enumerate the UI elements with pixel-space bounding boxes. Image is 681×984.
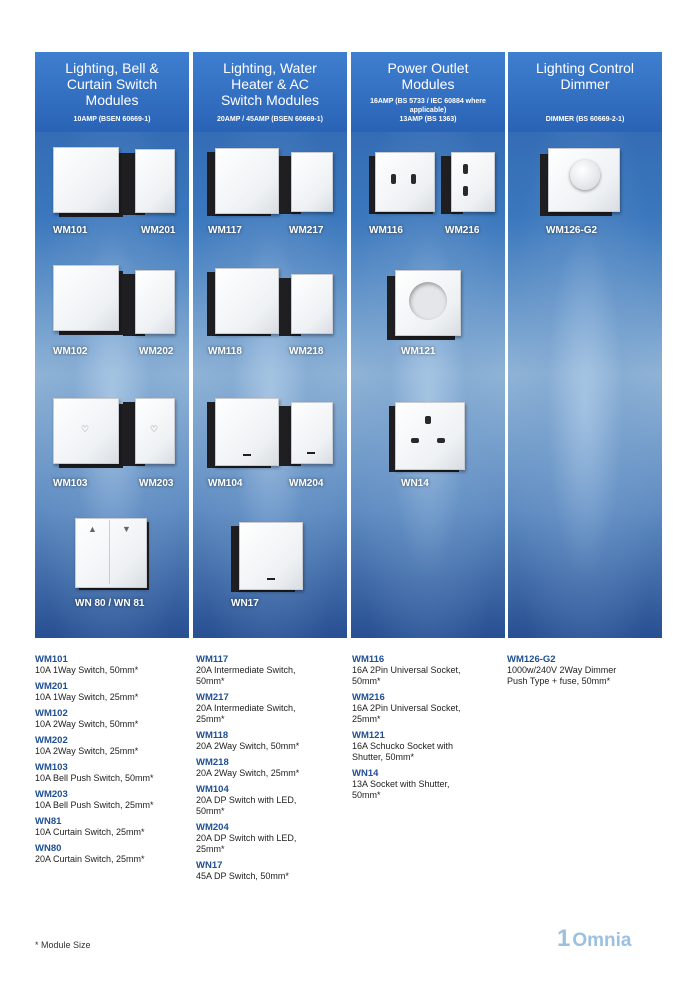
- module-label: WM204: [289, 478, 324, 489]
- socket-pin-hole: [411, 174, 416, 184]
- list-item: [35, 654, 190, 676]
- product-description: 20A DP Switch with LED, 25mm*: [196, 833, 297, 854]
- module-label: WN 80 / WN 81: [75, 598, 145, 609]
- product-code: WM116: [352, 654, 385, 665]
- list-item: [352, 654, 504, 687]
- product-description: 10A 1Way Switch, 25mm*: [35, 692, 139, 702]
- socket-pin-hole: [437, 438, 445, 443]
- column-header: [351, 52, 505, 132]
- product-code: WM117: [196, 654, 229, 665]
- product-description: 16A Schucko Socket with Shutter, 50mm*: [352, 741, 454, 762]
- list-item: [35, 762, 190, 784]
- list-item: [196, 692, 348, 725]
- page-brand: [557, 925, 631, 953]
- product-description: 10A Bell Push Switch, 25mm*: [35, 800, 154, 810]
- list-item: [196, 860, 348, 882]
- product-description: 10A 1Way Switch, 50mm*: [35, 665, 139, 675]
- bell-icon: ♡: [150, 424, 159, 434]
- list-item: [352, 768, 504, 801]
- product-description: 20A 2Way Switch, 50mm*: [196, 741, 300, 751]
- curtain-down-icon: ▼: [122, 524, 131, 534]
- column-title: Power Outlet Modules: [387, 60, 469, 92]
- product-code: WM203: [35, 789, 68, 800]
- descriptions-column-4: [507, 654, 662, 692]
- column-lighting-water-heater-ac: [193, 52, 347, 638]
- column-title: Lighting Control Dimmer: [535, 60, 635, 92]
- product-code: WM217: [196, 692, 229, 703]
- column-lighting-bell-curtain: [35, 52, 189, 638]
- product-code: WM216: [352, 692, 385, 703]
- product-code: WN80: [35, 843, 62, 854]
- product-code: WM102: [35, 708, 68, 719]
- product-description: 1000w/240V 2Way Dimmer Push Type + fuse, 50mm*: [507, 665, 617, 686]
- module-label: WM118: [208, 346, 242, 357]
- led-indicator: [307, 452, 315, 454]
- product-code: WN17: [196, 860, 223, 871]
- socket-pin-hole: [411, 438, 419, 443]
- module-label: WN17: [231, 598, 259, 609]
- product-code: WM202: [35, 735, 68, 746]
- product-code: WM103: [35, 762, 68, 773]
- column-header: [35, 52, 189, 132]
- module-label: WM218: [289, 346, 324, 357]
- module-label: WM203: [139, 478, 174, 489]
- led-indicator: [267, 578, 275, 580]
- list-item: [196, 730, 348, 752]
- product-description: 20A DP Switch with LED, 50mm*: [196, 795, 297, 816]
- page-number: 1: [557, 925, 571, 952]
- list-item: [35, 735, 190, 757]
- product-description: 10A 2Way Switch, 50mm*: [35, 719, 139, 729]
- list-item: [196, 784, 348, 817]
- schuko-socket-recess: [409, 282, 447, 320]
- product-description: 10A Curtain Switch, 25mm*: [35, 827, 145, 837]
- module-label: WM126-G2: [546, 225, 598, 236]
- product-description: 20A 2Way Switch, 25mm*: [196, 768, 300, 778]
- list-item: [35, 708, 190, 730]
- column-title: Lighting, Water Heater & AC Switch Modules: [220, 60, 320, 108]
- descriptions-column-1: [35, 654, 190, 870]
- dimmer-knob: [570, 160, 600, 190]
- list-item: [35, 843, 190, 865]
- bell-icon: ♡: [81, 424, 90, 434]
- list-item: [352, 730, 504, 763]
- column-rating: DIMMER (BS 60669-2-1): [545, 116, 625, 123]
- product-code: WM218: [196, 757, 229, 768]
- product-description: 20A Intermediate Switch, 50mm*: [196, 665, 296, 686]
- product-code: WM201: [35, 681, 68, 692]
- product-code: WM126-G2: [507, 654, 556, 665]
- brand-name: Omnia: [572, 930, 632, 951]
- socket-pin-hole: [463, 164, 468, 174]
- module-label: WM117: [208, 225, 242, 236]
- column-rating: 20AMP / 45AMP (BSEN 60669-1): [217, 116, 323, 123]
- module-label: WM101: [53, 225, 88, 236]
- product-code: WM101: [35, 654, 68, 665]
- module-label: WM201: [141, 225, 176, 236]
- descriptions-column-3: [352, 654, 504, 806]
- module-label: WM202: [139, 346, 174, 357]
- product-description: 20A Intermediate Switch, 25mm*: [196, 703, 296, 724]
- product-description: 13A Socket with Shutter, 50mm*: [352, 779, 450, 800]
- curtain-up-icon: ▲: [88, 524, 97, 534]
- column-rating: 16AMP (BS 5733 / IEC 60884 where applicable) 13AMP (BS 1363): [370, 98, 486, 123]
- descriptions-column-2: [196, 654, 348, 887]
- module-size-footnote: * Module Size: [35, 940, 91, 950]
- product-description: 10A Bell Push Switch, 50mm*: [35, 773, 154, 783]
- product-code: WN81: [35, 816, 62, 827]
- product-description: 16A 2Pin Universal Socket, 25mm*: [352, 703, 461, 724]
- module-label: WM104: [208, 478, 243, 489]
- list-item: [35, 816, 190, 838]
- column-header: [193, 52, 347, 132]
- column-lighting-control-dimmer: [508, 52, 662, 638]
- module-label: WM103: [53, 478, 88, 489]
- module-label: WN14: [401, 478, 429, 489]
- product-code: WN14: [352, 768, 379, 779]
- led-indicator: [243, 454, 251, 456]
- column-title: Lighting, Bell & Curtain Switch Modules: [65, 60, 159, 108]
- list-item: [35, 789, 190, 811]
- list-item: [196, 757, 348, 779]
- socket-pin-hole: [463, 186, 468, 196]
- list-item: [196, 654, 348, 687]
- module-label: WM217: [289, 225, 324, 236]
- column-power-outlet: [351, 52, 505, 638]
- list-item: [507, 654, 662, 687]
- column-header: [508, 52, 662, 132]
- list-item: [352, 692, 504, 725]
- product-description: 45A DP Switch, 50mm*: [196, 871, 289, 881]
- module-label: WM116: [369, 225, 403, 236]
- product-code: WM204: [196, 822, 229, 833]
- product-code: WM118: [196, 730, 229, 741]
- list-item: [196, 822, 348, 855]
- product-code: WM121: [352, 730, 385, 741]
- socket-pin-hole: [425, 416, 431, 424]
- module-label: WM102: [53, 346, 88, 357]
- list-item: [35, 681, 190, 703]
- product-description: 16A 2Pin Universal Socket, 50mm*: [352, 665, 461, 686]
- module-label: WM121: [401, 346, 436, 357]
- product-description: 20A Curtain Switch, 25mm*: [35, 854, 145, 864]
- socket-pin-hole: [391, 174, 396, 184]
- product-description: 10A 2Way Switch, 25mm*: [35, 746, 139, 756]
- product-code: WM104: [196, 784, 229, 795]
- column-rating: 10AMP (BSEN 60669-1): [73, 116, 151, 123]
- module-label: WM216: [445, 225, 480, 236]
